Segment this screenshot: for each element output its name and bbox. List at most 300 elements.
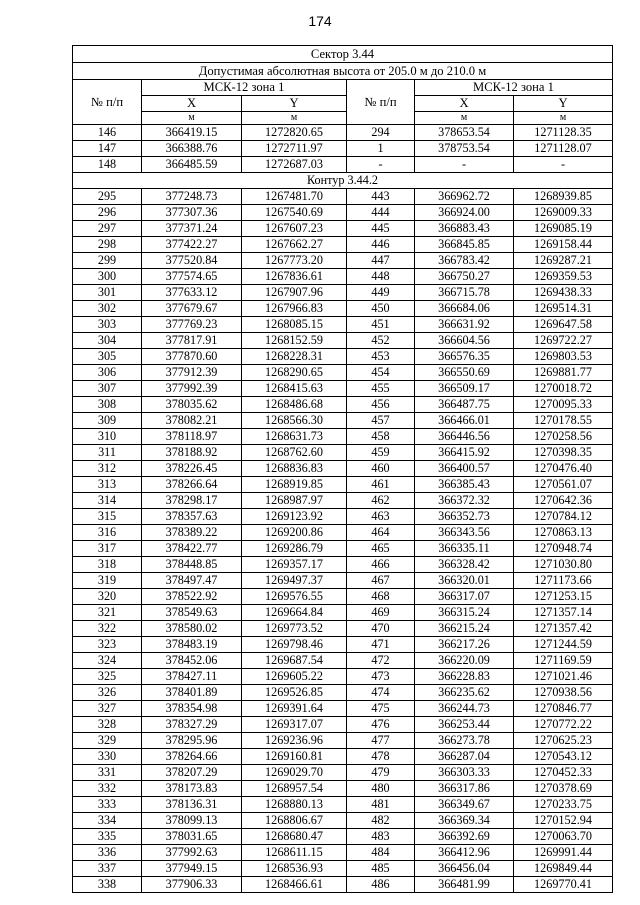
y-coordinate: 1267773.20 <box>242 253 347 269</box>
x-coordinate: 366217.26 <box>415 637 514 653</box>
y-coordinate: 1270095.33 <box>514 397 613 413</box>
y-coordinate: 1267540.69 <box>242 205 347 221</box>
y-coordinate: 1268880.13 <box>242 797 347 813</box>
point-number: 323 <box>73 637 142 653</box>
point-number: 315 <box>73 509 142 525</box>
point-number: 337 <box>73 861 142 877</box>
point-number: 484 <box>347 845 415 861</box>
x-coordinate: 378422.77 <box>142 541 242 557</box>
point-number: 311 <box>73 445 142 461</box>
table-row <box>73 797 613 813</box>
x-coordinate: 377422.27 <box>142 237 242 253</box>
table-row <box>73 445 613 461</box>
table-row <box>73 141 613 157</box>
num-header-right: № п/п <box>347 80 415 125</box>
x-coordinate: 366349.67 <box>415 797 514 813</box>
unit-x-right: м <box>415 112 514 125</box>
y-coordinate: 1268762.60 <box>242 445 347 461</box>
unit-row <box>73 112 613 125</box>
table-row <box>73 317 613 333</box>
y-coordinate: 1268680.47 <box>242 829 347 845</box>
table-row <box>73 637 613 653</box>
x-coordinate: 378522.92 <box>142 589 242 605</box>
table-row <box>73 365 613 381</box>
point-number: 304 <box>73 333 142 349</box>
point-number: 316 <box>73 525 142 541</box>
point-number: 444 <box>347 205 415 221</box>
x-coordinate: 378448.85 <box>142 557 242 573</box>
x-coordinate: 378452.06 <box>142 653 242 669</box>
table-row <box>73 253 613 269</box>
x-coordinate: 377906.33 <box>142 877 242 893</box>
point-number: 469 <box>347 605 415 621</box>
point-number: 331 <box>73 765 142 781</box>
table-row <box>73 493 613 509</box>
y-coordinate: 1271030.80 <box>514 557 613 573</box>
x-coordinate: 366253.44 <box>415 717 514 733</box>
y-coordinate: 1269317.07 <box>242 717 347 733</box>
point-number: 302 <box>73 301 142 317</box>
point-number: 147 <box>73 141 142 157</box>
x-coordinate: 366392.69 <box>415 829 514 845</box>
table-row <box>73 653 613 669</box>
x-coordinate: 378389.22 <box>142 525 242 541</box>
point-number: 296 <box>73 205 142 221</box>
x-coordinate: 366631.92 <box>415 317 514 333</box>
x-coordinate: 378173.83 <box>142 781 242 797</box>
table-row <box>73 301 613 317</box>
x-coordinate: 366220.09 <box>415 653 514 669</box>
x-coordinate: 377870.60 <box>142 349 242 365</box>
point-number: 298 <box>73 237 142 253</box>
y-coordinate: 1269991.44 <box>514 845 613 861</box>
table-row <box>73 509 613 525</box>
table-row <box>73 845 613 861</box>
point-number: 466 <box>347 557 415 573</box>
y-coordinate: 1269849.44 <box>514 861 613 877</box>
point-number: 448 <box>347 269 415 285</box>
point-number: 486 <box>347 877 415 893</box>
point-number: 1 <box>347 141 415 157</box>
x-coordinate: 377992.63 <box>142 845 242 861</box>
point-number: 452 <box>347 333 415 349</box>
x-coordinate: 377912.39 <box>142 365 242 381</box>
point-number: 470 <box>347 621 415 637</box>
point-number: 307 <box>73 381 142 397</box>
point-number: 328 <box>73 717 142 733</box>
x-coordinate: 366343.56 <box>415 525 514 541</box>
x-coordinate: 366845.85 <box>415 237 514 253</box>
contour-title-row <box>73 173 613 189</box>
point-number: 329 <box>73 733 142 749</box>
x-coordinate: 366924.00 <box>415 205 514 221</box>
x-coordinate: 378327.29 <box>142 717 242 733</box>
point-number: 309 <box>73 413 142 429</box>
y-coordinate: 1269200.86 <box>242 525 347 541</box>
y-coordinate: 1270178.55 <box>514 413 613 429</box>
point-number: 458 <box>347 429 415 445</box>
x-coordinate: 378207.29 <box>142 765 242 781</box>
y-coordinate: 1269722.27 <box>514 333 613 349</box>
y-coordinate: 1270642.36 <box>514 493 613 509</box>
table-row <box>73 157 613 173</box>
point-number: 450 <box>347 301 415 317</box>
y-coordinate: 1268957.54 <box>242 781 347 797</box>
y-coordinate: 1271357.42 <box>514 621 613 637</box>
y-coordinate: 1269647.58 <box>514 317 613 333</box>
table-row <box>73 717 613 733</box>
table-row <box>73 765 613 781</box>
x-coordinate: 378035.62 <box>142 397 242 413</box>
x-coordinate: 366273.78 <box>415 733 514 749</box>
x-coordinate: 377574.65 <box>142 269 242 285</box>
y-coordinate: 1272711.97 <box>242 141 347 157</box>
point-number: 474 <box>347 685 415 701</box>
y-coordinate: 1268919.85 <box>242 477 347 493</box>
sector-title-row <box>73 46 613 63</box>
y-coordinate: 1267836.61 <box>242 269 347 285</box>
x-coordinate: 378354.98 <box>142 701 242 717</box>
y-coordinate: 1271128.35 <box>514 125 613 141</box>
y-coordinate: - <box>514 157 613 173</box>
y-coordinate: 1270476.40 <box>514 461 613 477</box>
x-coordinate: 377992.39 <box>142 381 242 397</box>
point-number: 310 <box>73 429 142 445</box>
x-coordinate: 378497.47 <box>142 573 242 589</box>
y-coordinate: 1270784.12 <box>514 509 613 525</box>
y-coordinate: 1268987.97 <box>242 493 347 509</box>
y-coordinate: 1268566.30 <box>242 413 347 429</box>
table-row <box>73 461 613 477</box>
point-number: 318 <box>73 557 142 573</box>
y-coordinate: 1268631.73 <box>242 429 347 445</box>
y-coordinate: 1268085.15 <box>242 317 347 333</box>
y-coordinate: 1271357.14 <box>514 605 613 621</box>
x-coordinate: 378295.96 <box>142 733 242 749</box>
x-coordinate: 366883.43 <box>415 221 514 237</box>
point-number: 294 <box>347 125 415 141</box>
unit-x-left: м <box>142 112 242 125</box>
y-coordinate: 1269605.22 <box>242 669 347 685</box>
point-number: 460 <box>347 461 415 477</box>
point-number: 334 <box>73 813 142 829</box>
x-coordinate: 366400.57 <box>415 461 514 477</box>
y-coordinate: 1269798.46 <box>242 637 347 653</box>
point-number: 320 <box>73 589 142 605</box>
y-coordinate: 1268466.61 <box>242 877 347 893</box>
x-coordinate: 366456.04 <box>415 861 514 877</box>
x-coordinate: 378653.54 <box>415 125 514 141</box>
point-number: 338 <box>73 877 142 893</box>
y-coordinate: 1270561.07 <box>514 477 613 493</box>
x-coordinate: 378136.31 <box>142 797 242 813</box>
x-coordinate: 366783.42 <box>415 253 514 269</box>
x-coordinate: 378226.45 <box>142 461 242 477</box>
x-coordinate: 378298.17 <box>142 493 242 509</box>
y-coordinate: 1268536.93 <box>242 861 347 877</box>
y-coordinate: 1268806.67 <box>242 813 347 829</box>
x-coordinate: 378580.02 <box>142 621 242 637</box>
y-coordinate: 1267481.70 <box>242 189 347 205</box>
point-number: 312 <box>73 461 142 477</box>
point-number: 459 <box>347 445 415 461</box>
y-coordinate: 1269770.41 <box>514 877 613 893</box>
y-coordinate: 1269123.92 <box>242 509 347 525</box>
x-coordinate: 366576.35 <box>415 349 514 365</box>
point-number: 449 <box>347 285 415 301</box>
table-row <box>73 813 613 829</box>
point-number: 480 <box>347 781 415 797</box>
x-coordinate: 366415.92 <box>415 445 514 461</box>
y-coordinate: 1267966.83 <box>242 301 347 317</box>
point-number: 324 <box>73 653 142 669</box>
point-number: 299 <box>73 253 142 269</box>
point-number: 308 <box>73 397 142 413</box>
y-coordinate: 1269357.17 <box>242 557 347 573</box>
point-number: 443 <box>347 189 415 205</box>
point-number: 314 <box>73 493 142 509</box>
point-number: 471 <box>347 637 415 653</box>
y-coordinate: 1268836.83 <box>242 461 347 477</box>
table-row <box>73 285 613 301</box>
point-number: 333 <box>73 797 142 813</box>
y-coordinate: 1270018.72 <box>514 381 613 397</box>
table-row <box>73 685 613 701</box>
point-number: 482 <box>347 813 415 829</box>
x-coordinate: 378483.19 <box>142 637 242 653</box>
point-number: 472 <box>347 653 415 669</box>
x-coordinate: 377248.73 <box>142 189 242 205</box>
x-coordinate: 366487.75 <box>415 397 514 413</box>
table-row <box>73 861 613 877</box>
point-number: - <box>347 157 415 173</box>
point-number: 330 <box>73 749 142 765</box>
num-header-left: № п/п <box>73 80 142 125</box>
y-coordinate: 1268486.68 <box>242 397 347 413</box>
y-coordinate: 1270846.77 <box>514 701 613 717</box>
x-coordinate: 366372.32 <box>415 493 514 509</box>
table-row <box>73 525 613 541</box>
point-number: 479 <box>347 765 415 781</box>
point-number: 336 <box>73 845 142 861</box>
y-coordinate: 1270948.74 <box>514 541 613 557</box>
point-number: 461 <box>347 477 415 493</box>
y-coordinate: 1269029.70 <box>242 765 347 781</box>
y-coordinate: 1269085.19 <box>514 221 613 237</box>
crs-header-left: МСК-12 зона 1 <box>142 80 347 96</box>
y-coordinate: 1269359.53 <box>514 269 613 285</box>
y-coordinate: 1270452.33 <box>514 765 613 781</box>
x-coordinate: 366388.76 <box>142 141 242 157</box>
point-number: 475 <box>347 701 415 717</box>
point-number: 332 <box>73 781 142 797</box>
point-number: 451 <box>347 317 415 333</box>
point-number: 468 <box>347 589 415 605</box>
x-coordinate: 377371.24 <box>142 221 242 237</box>
x-coordinate: 366485.59 <box>142 157 242 173</box>
x-coordinate: 378357.63 <box>142 509 242 525</box>
y-coordinate: 1269803.53 <box>514 349 613 365</box>
x-coordinate: 366419.15 <box>142 125 242 141</box>
table-row <box>73 349 613 365</box>
point-number: 473 <box>347 669 415 685</box>
y-coordinate: 1270938.56 <box>514 685 613 701</box>
point-number: 465 <box>347 541 415 557</box>
x-coordinate: 366215.24 <box>415 621 514 637</box>
x-coordinate: 366317.07 <box>415 589 514 605</box>
table-row <box>73 749 613 765</box>
table-row <box>73 269 613 285</box>
y-coordinate: 1267607.23 <box>242 221 347 237</box>
point-number: 321 <box>73 605 142 621</box>
table-row <box>73 781 613 797</box>
point-number: 476 <box>347 717 415 733</box>
y-coordinate: 1269514.31 <box>514 301 613 317</box>
table-row <box>73 413 613 429</box>
header-row-1 <box>73 80 613 96</box>
y-coordinate: 1270625.23 <box>514 733 613 749</box>
point-number: 305 <box>73 349 142 365</box>
table-row <box>73 381 613 397</box>
y-coordinate: 1271128.07 <box>514 141 613 157</box>
y-coordinate: 1268415.63 <box>242 381 347 397</box>
x-coordinate: 378031.65 <box>142 829 242 845</box>
x-coordinate: 366352.73 <box>415 509 514 525</box>
table-row <box>73 621 613 637</box>
y-coordinate: 1270543.12 <box>514 749 613 765</box>
point-number: 477 <box>347 733 415 749</box>
point-number: 335 <box>73 829 142 845</box>
y-coordinate: 1269438.33 <box>514 285 613 301</box>
x-coordinate: 378099.13 <box>142 813 242 829</box>
y-coordinate: 1269881.77 <box>514 365 613 381</box>
x-coordinate: 366715.78 <box>415 285 514 301</box>
x-coordinate: 378266.64 <box>142 477 242 493</box>
x-coordinate: 378401.89 <box>142 685 242 701</box>
x-coordinate: 366385.43 <box>415 477 514 493</box>
x-header-right: X <box>415 96 514 112</box>
table-row <box>73 877 613 893</box>
y-coordinate: 1269526.85 <box>242 685 347 701</box>
point-number: 146 <box>73 125 142 141</box>
y-coordinate: 1268228.31 <box>242 349 347 365</box>
x-coordinate: 366509.17 <box>415 381 514 397</box>
x-coordinate: 366684.06 <box>415 301 514 317</box>
coordinates-table-body <box>73 46 613 893</box>
point-number: 300 <box>73 269 142 285</box>
table-row <box>73 589 613 605</box>
y-coordinate: 1270378.69 <box>514 781 613 797</box>
x-coordinate: 366320.01 <box>415 573 514 589</box>
x-coordinate: 366235.62 <box>415 685 514 701</box>
x-coordinate: 377769.23 <box>142 317 242 333</box>
y-coordinate: 1269160.81 <box>242 749 347 765</box>
x-coordinate: 378427.11 <box>142 669 242 685</box>
y-coordinate: 1269236.96 <box>242 733 347 749</box>
y-coordinate: 1271244.59 <box>514 637 613 653</box>
y-coordinate: 1271169.59 <box>514 653 613 669</box>
y-coordinate: 1269009.33 <box>514 205 613 221</box>
y-coordinate: 1272820.65 <box>242 125 347 141</box>
x-coordinate: 366962.72 <box>415 189 514 205</box>
point-number: 464 <box>347 525 415 541</box>
y-coordinate: 1268939.85 <box>514 189 613 205</box>
point-number: 453 <box>347 349 415 365</box>
x-coordinate: 377307.36 <box>142 205 242 221</box>
table-row <box>73 333 613 349</box>
y-coordinate: 1267907.96 <box>242 285 347 301</box>
y-coordinate: 1271253.15 <box>514 589 613 605</box>
table-row <box>73 429 613 445</box>
table-row <box>73 541 613 557</box>
point-number: 481 <box>347 797 415 813</box>
y-coordinate: 1268152.59 <box>242 333 347 349</box>
unit-y-right: м <box>514 112 613 125</box>
y-coordinate: 1270863.13 <box>514 525 613 541</box>
x-coordinate: - <box>415 157 514 173</box>
x-coordinate: 366446.56 <box>415 429 514 445</box>
y-coordinate: 1271173.66 <box>514 573 613 589</box>
x-coordinate: 366604.56 <box>415 333 514 349</box>
x-coordinate: 366335.11 <box>415 541 514 557</box>
table-row <box>73 477 613 493</box>
table-row <box>73 733 613 749</box>
sector-title: Сектор 3.44 <box>73 46 613 63</box>
table-row <box>73 205 613 221</box>
y-coordinate: 1269158.44 <box>514 237 613 253</box>
point-number: 317 <box>73 541 142 557</box>
x-coordinate: 366287.04 <box>415 749 514 765</box>
table-row <box>73 573 613 589</box>
point-number: 319 <box>73 573 142 589</box>
table-row <box>73 189 613 205</box>
x-coordinate: 377633.12 <box>142 285 242 301</box>
x-coordinate: 366228.83 <box>415 669 514 685</box>
y-header-left: Y <box>242 96 347 112</box>
point-number: 295 <box>73 189 142 205</box>
page-number: 174 <box>308 13 332 29</box>
y-coordinate: 1270233.75 <box>514 797 613 813</box>
y-coordinate: 1269576.55 <box>242 589 347 605</box>
x-coordinate: 378118.97 <box>142 429 242 445</box>
y-coordinate: 1270258.56 <box>514 429 613 445</box>
x-coordinate: 378549.63 <box>142 605 242 621</box>
table-row <box>73 237 613 253</box>
table-row <box>73 557 613 573</box>
point-number: 485 <box>347 861 415 877</box>
x-coordinate: 366317.86 <box>415 781 514 797</box>
point-number: 467 <box>347 573 415 589</box>
y-coordinate: 1268611.15 <box>242 845 347 861</box>
y-coordinate: 1269391.64 <box>242 701 347 717</box>
point-number: 455 <box>347 381 415 397</box>
y-coordinate: 1269286.79 <box>242 541 347 557</box>
x-coordinate: 377817.91 <box>142 333 242 349</box>
x-coordinate: 366244.73 <box>415 701 514 717</box>
table-row <box>73 701 613 717</box>
y-coordinate: 1272687.03 <box>242 157 347 173</box>
y-coordinate: 1268290.65 <box>242 365 347 381</box>
point-number: 457 <box>347 413 415 429</box>
y-coordinate: 1270063.70 <box>514 829 613 845</box>
y-coordinate: 1269497.37 <box>242 573 347 589</box>
x-coordinate: 366466.01 <box>415 413 514 429</box>
table-row <box>73 829 613 845</box>
x-coordinate: 366412.96 <box>415 845 514 861</box>
point-number: 462 <box>347 493 415 509</box>
y-coordinate: 1271021.46 <box>514 669 613 685</box>
x-coordinate: 377949.15 <box>142 861 242 877</box>
